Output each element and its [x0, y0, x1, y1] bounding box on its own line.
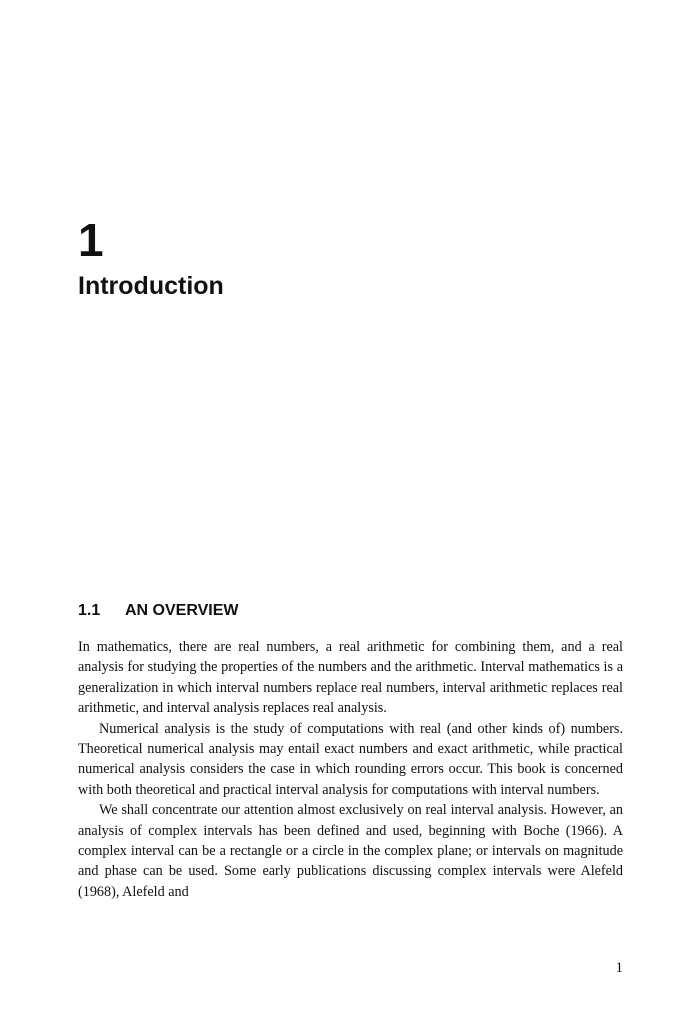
paragraph-1: In mathematics, there are real numbers, a real arithmetic for combining them, and a real analysis for studying the properties of the numbers and the arithmetic. Interval mathematics is a generalization in which interval numbers replace real numbers, interval arithmetic replaces real arithmetic, and interval analysis replaces real analysis.	[78, 639, 623, 717]
paragraph-3: We shall concentrate our attention almost exclusively on real interval analysis. However, an analysis of complex intervals has been defined and used, beginning with Boche (1966). A complex interval can be a rectangle or a circle in the complex plane; or intervals on magnitude and phase can be used. Some early publications discussing complex intervals were Alefeld (1968), Alefeld and	[78, 802, 623, 900]
chapter-number: 1	[78, 214, 104, 266]
section-title: AN OVERVIEW	[125, 602, 239, 619]
chapter-title: Introduction	[78, 272, 224, 300]
section-number: 1.1	[78, 602, 101, 619]
paragraph-2: Numerical analysis is the study of computations with real (and other kinds of) numbers. Theoretical numerical analysis may entail exact numbers and exact arithmetic, while practical numerical analysis considers the case in which rounding errors occur. This book is concerned with both theoretical and practical interval analysis for computations with interval numbers.	[78, 720, 623, 798]
section-heading	[78, 600, 239, 622]
page-number: 1	[615, 960, 623, 976]
body-text	[78, 637, 623, 902]
